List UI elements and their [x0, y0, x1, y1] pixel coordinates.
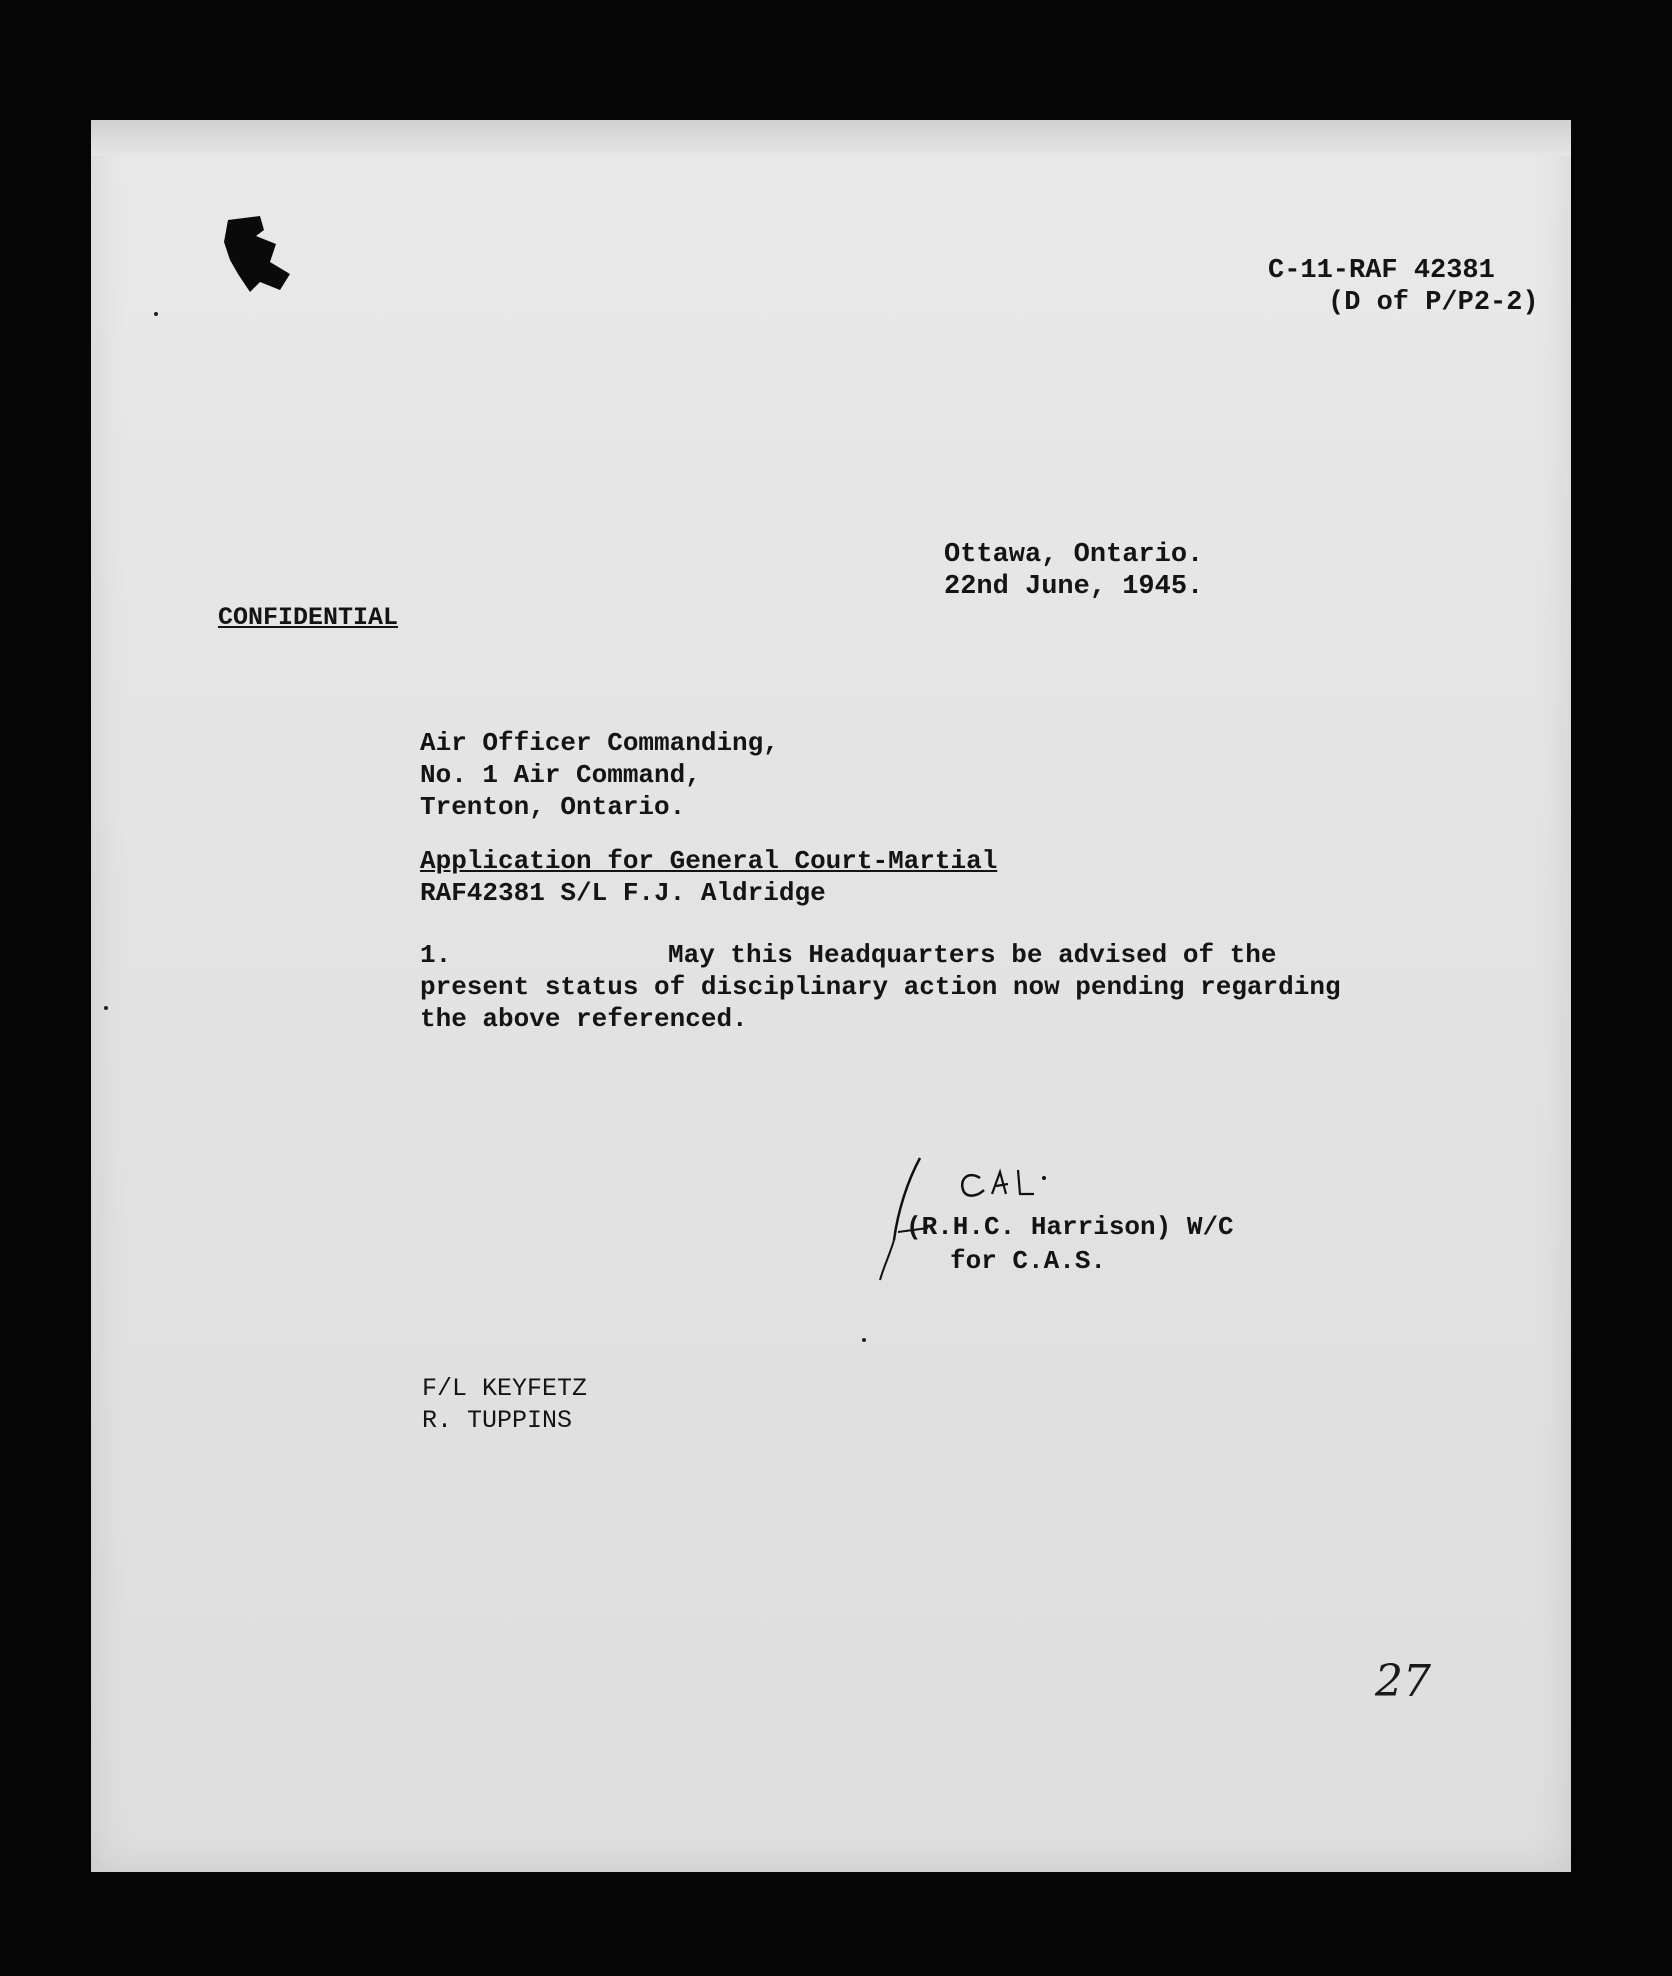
addressee-line-2: No. 1 Air Command,	[420, 760, 701, 790]
paper-speck	[862, 1338, 866, 1342]
copy-recipient-2: R. TUPPINS	[422, 1406, 573, 1435]
body-line-3: the above referenced.	[420, 1004, 748, 1034]
signatory-for-line: for C.A.S.	[950, 1246, 1107, 1276]
body-line-1: May this Headquarters be advised of the	[668, 940, 1277, 970]
paragraph-number: 1.	[420, 940, 452, 970]
reference-number: C-11-RAF 42381	[1268, 256, 1495, 286]
addressee-line-1: Air Officer Commanding,	[420, 728, 779, 758]
subject-line-2: RAF42381 S/L F.J. Aldridge	[420, 878, 826, 908]
place-line: Ottawa, Ontario.	[944, 540, 1204, 570]
date-line: 22nd June, 1945.	[944, 572, 1204, 602]
handwritten-page-number: 27	[1375, 1656, 1431, 1707]
reference-department: (D of P/P2-2)	[1328, 288, 1539, 318]
confidential-heading: CONFIDENTIAL	[218, 603, 399, 632]
addressee-line-3: Trenton, Ontario.	[420, 792, 686, 822]
ink-blot-mark	[220, 212, 300, 302]
copy-recipient-1: F/L KEYFETZ	[422, 1374, 588, 1403]
signatory-name: (R.H.C. Harrison) W/C	[906, 1212, 1234, 1242]
subject-line-1: Application for General Court-Martial	[420, 846, 998, 876]
paper-speck	[104, 1006, 108, 1010]
paper-speck	[154, 312, 158, 316]
page-top-shadow	[91, 120, 1571, 156]
body-line-2: present status of disciplinary action now pending regarding	[420, 972, 1341, 1002]
